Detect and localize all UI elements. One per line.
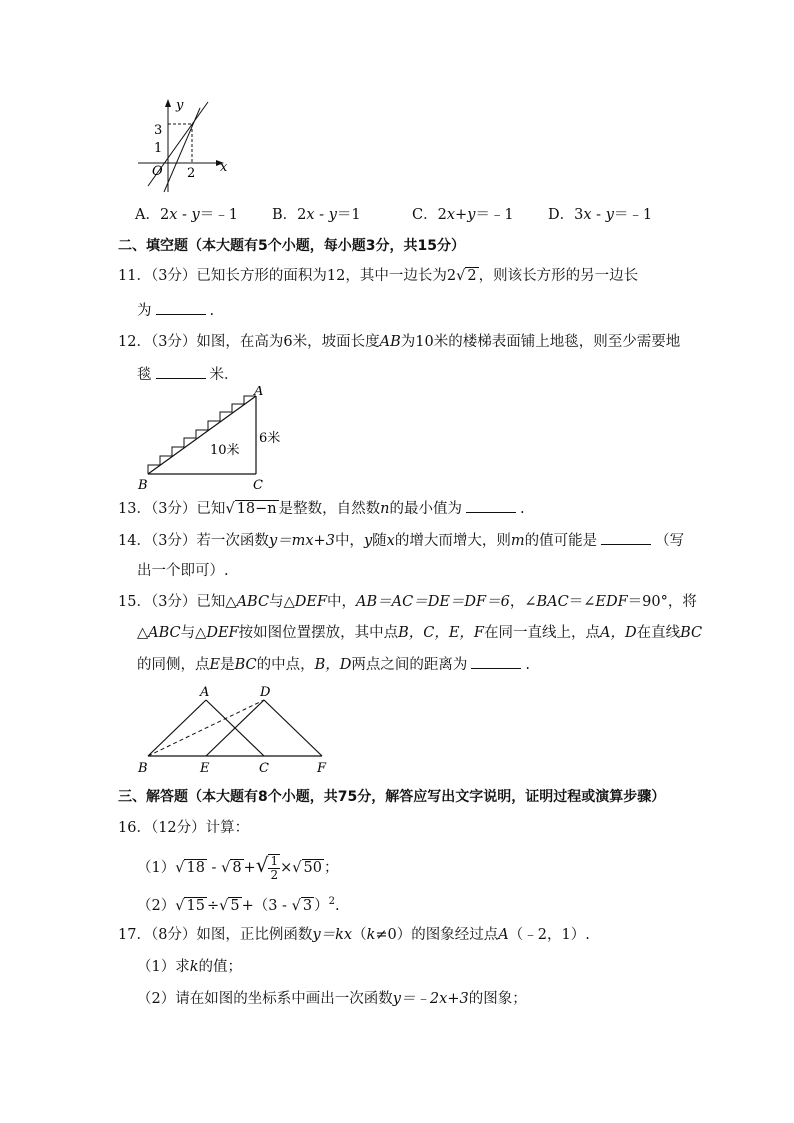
point-d-label: D bbox=[260, 685, 271, 700]
figure-q12-staircase bbox=[136, 386, 296, 494]
point-b-label: B bbox=[138, 478, 148, 493]
point-e-label: E bbox=[200, 761, 210, 776]
point-c-label: C bbox=[253, 478, 263, 493]
sqrt-2: √ 2 bbox=[456, 268, 477, 284]
q12-line-2: 毯 米． bbox=[137, 364, 239, 385]
q15-line-2: △ABC与△DEF按如图位置摆放，其中点B，C，E，F在同一直线上，点A，D在直线BC bbox=[137, 625, 703, 641]
slope-length-label: 10米 bbox=[210, 443, 240, 458]
option-d[interactable]: D．3x - y＝﹣1 bbox=[548, 207, 653, 223]
x-axis-label: x bbox=[220, 160, 228, 175]
tick-y-1: 1 bbox=[154, 141, 163, 156]
option-c[interactable]: C．2x+y＝﹣1 bbox=[412, 207, 514, 223]
q13-answer-blank[interactable] bbox=[466, 498, 516, 513]
figure-q15-triangles bbox=[136, 684, 336, 776]
tick-x-2: 2 bbox=[187, 166, 196, 181]
origin-label: O bbox=[152, 164, 163, 179]
point-f-label: F bbox=[317, 761, 327, 776]
section-3-heading: 三、解答题（本大题有8个小题，共75分，解答应写出文字说明，证明过程或演算步骤） bbox=[118, 789, 666, 805]
q14-answer-blank[interactable] bbox=[601, 530, 651, 545]
height-label: 6米 bbox=[259, 431, 281, 446]
option-b[interactable]: B．2x - y＝1 bbox=[272, 207, 361, 223]
q14-line-2: 出一个即可）. bbox=[137, 563, 229, 579]
fraction-one-half: $\frac{1}{2}$ bbox=[270, 854, 279, 882]
point-a-label: A bbox=[200, 685, 210, 700]
tick-y-3: 3 bbox=[154, 123, 163, 138]
q17-line-1: 17．（8分）如图，正比例函数y＝kx（k≠0）的图象经过点A（﹣2，1）. bbox=[118, 927, 590, 943]
option-a[interactable]: A．2x - y＝﹣1 bbox=[135, 207, 238, 223]
q12-answer-blank[interactable] bbox=[156, 364, 206, 379]
q17-part-2: （2）请在如图的坐标系中画出一次函数y＝﹣2x+3的图象； bbox=[137, 991, 527, 1007]
q16-title: 16．（12分）计算： bbox=[118, 820, 250, 836]
sqrt-18-minus-n: √ 18−n bbox=[225, 501, 277, 517]
q11-line-1: 11．（3分）已知长方形的面积为12，其中一边长为2√ 2 ，则该长方形的另一边长 bbox=[118, 268, 639, 284]
q15-answer-blank[interactable] bbox=[471, 654, 521, 669]
q14-line-1: 14．（3分）若一次函数y＝mx+3中，y随x的增大而增大，则m的值可能是 （写 bbox=[118, 530, 684, 551]
q13-line: 13．（3分）已知√ 18−n 是整数，自然数n的最小值为 . bbox=[118, 498, 525, 519]
q15-line-3: 的同侧，点E是BC的中点，B，D两点之间的距离为 . bbox=[137, 654, 530, 675]
point-a-label: A bbox=[254, 386, 264, 399]
y-axis-label: y bbox=[176, 98, 184, 113]
section-2-heading: 二、填空题（本大题有5个小题，每小题3分，共15分） bbox=[118, 238, 465, 254]
point-c-label: C bbox=[259, 761, 269, 776]
figure-q10-coordinate-graph bbox=[136, 96, 246, 196]
q11-line-2: 为 . bbox=[137, 300, 214, 321]
q16-part-2: （2）√ 15 ÷√ 5 +（3 - √ 3 ）$^2$. bbox=[137, 896, 340, 914]
q12-line-1: 12．（3分）如图，在高为6米，坡面长度AB为10米的楼梯表面铺上地毯，则至少需要地 bbox=[118, 334, 681, 350]
point-b-label: B bbox=[138, 761, 148, 776]
q11-answer-blank[interactable] bbox=[156, 300, 206, 315]
q16-part-1: （1）√ 18 - √ 8 +√ $\frac{1}{2}$ ×√ 50 ； bbox=[137, 853, 339, 882]
q17-part-1: （1）求k的值； bbox=[137, 959, 243, 975]
q15-line-1: 15．（3分）已知△ABC与△DEF中，AB＝AC＝DE＝DF＝6，∠BAC＝∠EDF＝90°，将 bbox=[118, 594, 697, 610]
